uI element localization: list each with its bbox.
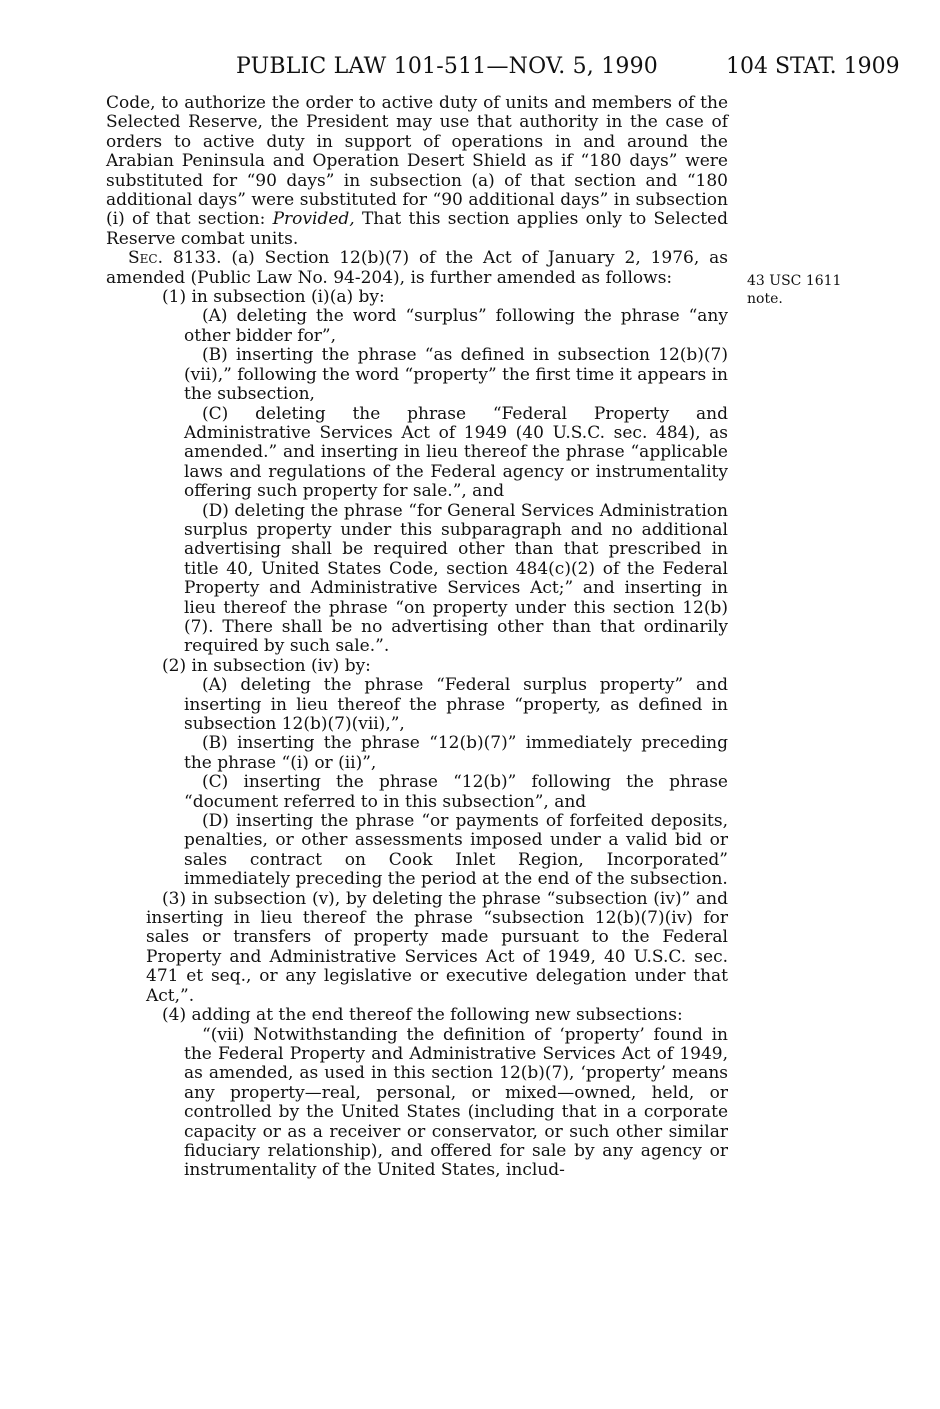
paragraph-continued: Code, to authorize the order to active duty of units and members of the Selected Reserve, the President may use that authority in the case of orders to active duty in support of operations in and around the Arabian Peninsula and Operation Desert Shield as if “180 days” were substituted for “90 days” in subsection (a) of that section and “180 additional days” were substituted for “90 additional days” in subsection (i) of that section: Provided, That this section applies only to Selected Reserve combat units. (106, 93, 728, 249)
item-1-c: (C) deleting the phrase “Federal Property and Administrative Services Act of 1949 (40 U.S.C. sec. 484), as amended.” and inserting in lieu thereof the phrase “applicable laws and regulations of the Federal agency or instrumentality offering such property for sale.”, and (184, 403, 728, 502)
item-2-d: (D) inserting the phrase “or payments of forfeited deposits, penalties, or other assessments imposed under a valid bid or sales contract on Cook Inlet Region, Incorporated” immediately preceding the period at the end of the subsection. (184, 811, 728, 890)
item-2: (2) in subsection (iv) by: (162, 655, 371, 676)
item-2-a: (A) deleting the phrase “Federal surplus property” and inserting in lieu thereof the phrase “property, as defined in subsection 12(b)(7)(vii),”, (184, 675, 728, 734)
item-4: (4) adding at the end thereof the following new subsections: (162, 1005, 683, 1026)
running-header: PUBLIC LAW 101-511—NOV. 5, 1990 (236, 54, 658, 79)
margin-note-citation: 43 USC 1611 (747, 273, 842, 289)
item-1-a: (A) deleting the word “surplus” following the phrase “any other bidder for”, (184, 306, 728, 346)
page-number: 104 STAT. 1909 (726, 54, 900, 79)
item-4-vii: “(vii) Notwithstanding the definition of ‘property’ found in the Federal Property and Administrative Services Act of 1949, as amended, as used in this section 12(b)(7), ‘property’ means any property—real, personal, or mixed—owned, held, or controlled by the United States (including that in a corporate capacity or as a receiver or conservator, or such other similar fiduciary relationship), and offered for sale by any agency or instrumentality of the United States, includ- (184, 1024, 728, 1181)
section-label: Sec. (128, 248, 163, 269)
item-3: (3) in subsection (v), by deleting the phrase “subsection (iv)” and inserting in lieu thereof the phrase “subsection 12(b)(7)(iv) for sales or transfers of property made pursuant to the Federal Property and Administrative Services Act of 1949, 40 U.S.C. sec. 471 et seq., or any legislative or executive delegation under that Act,”. (146, 888, 728, 1006)
document-body (106, 94, 728, 1181)
italic-provided: Provided, (272, 209, 355, 230)
item-2-c: (C) inserting the phrase “12(b)” following the phrase “document referred to in this subsection”, and (184, 772, 728, 812)
item-1-b: (B) inserting the phrase “as defined in subsection 12(b)(7)(vii),” following the word “property” the first time it appears in the subsection, (184, 345, 729, 405)
margin-note-label: note. (747, 291, 783, 307)
section-8133: Sec. 8133. (a) Section 12(b)(7) of the Act of January 2, 1976, as amended (Public Law No. 94-204), is further amended as follows: (106, 248, 728, 288)
item-1-d: (D) deleting the phrase “for General Services Administration surplus property under this subparagraph and no additional advertising shall be required other than that prescribed in title 40, United States Code, section 484(c)(2) of the Federal Property and Administrative Services Act;” and inserting in lieu thereof the phrase “on property under this section 12(b)(7). There shall be no advertising other than that ordinarily required by such sale.”. (184, 500, 728, 657)
item-2-b: (B) inserting the phrase “12(b)(7)” immediately preceding the phrase “(i) or (ii)”, (184, 733, 728, 773)
margin-note (747, 272, 867, 308)
item-1: (1) in subsection (i)(a) by: (162, 287, 385, 308)
